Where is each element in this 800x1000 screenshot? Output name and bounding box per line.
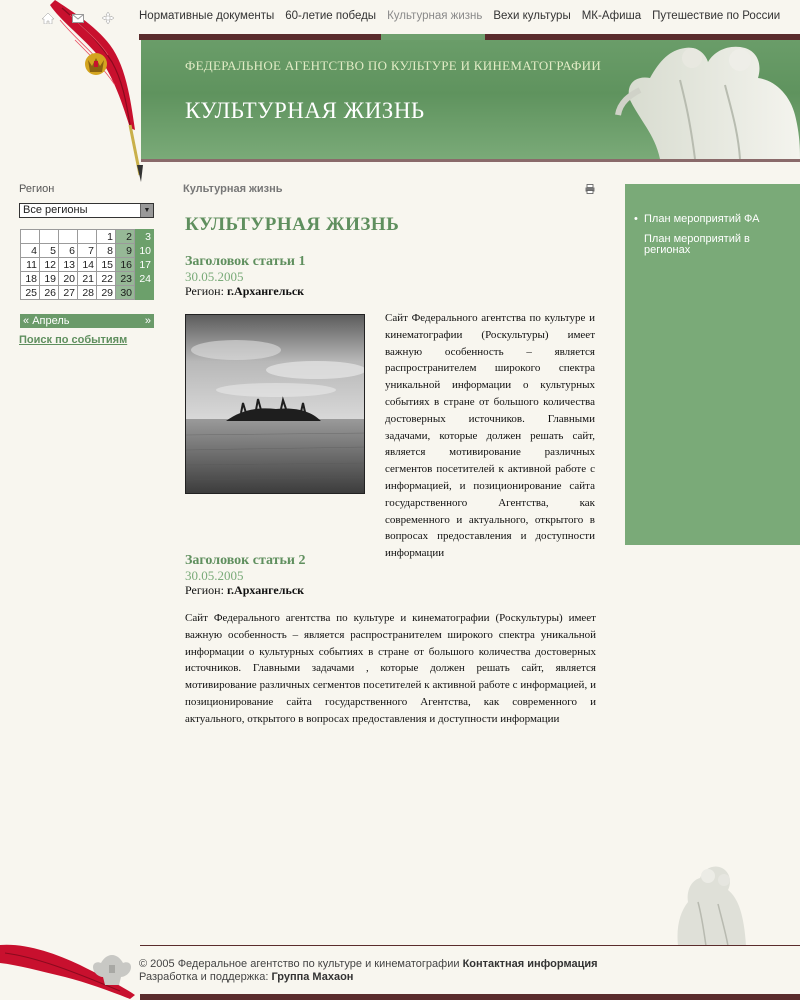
calendar-day[interactable]: 5 (40, 244, 59, 258)
calendar-day[interactable]: 3 (135, 230, 154, 244)
calendar-day[interactable]: 12 (40, 258, 59, 272)
breadcrumb[interactable]: Культурная жизнь (183, 183, 283, 195)
developer-link[interactable]: Группа Махаон (271, 971, 354, 983)
nav-item-cultural-life[interactable]: Культурная жизнь (387, 10, 483, 22)
calendar-week (21, 272, 154, 286)
developer-label: Разработка и поддержка: (139, 971, 269, 983)
calendar-day[interactable]: 25 (21, 286, 40, 300)
calendar-week (21, 244, 154, 258)
calendar-day[interactable]: 2 (116, 230, 135, 244)
calendar-day[interactable]: 1 (97, 230, 116, 244)
nav-item-travel[interactable]: Путешествие по России (652, 10, 781, 22)
article-region (185, 284, 595, 299)
quill-logo (0, 0, 145, 185)
nav-item-mk-afisha[interactable]: МК-Афиша (581, 10, 642, 22)
calendar-day[interactable]: 7 (78, 244, 97, 258)
copyright-text: © 2005 Федеральное агентство по культуре и кинематографии (139, 958, 460, 970)
event-search-link[interactable]: Поиск по событиям (19, 334, 128, 346)
region-value: г.Архангельск (226, 583, 305, 597)
calendar-empty-cell (135, 286, 154, 300)
calendar-day[interactable]: 4 (21, 244, 40, 258)
calendar-day[interactable]: 18 (21, 272, 40, 286)
island-image (186, 315, 365, 494)
article-1-header (185, 254, 595, 299)
region-label: Регион (19, 183, 55, 195)
calendar-day[interactable]: 29 (97, 286, 116, 300)
right-panel (625, 184, 800, 545)
region-select[interactable] (19, 203, 154, 218)
region-select-value: Все регионы (23, 204, 88, 216)
calendar-day[interactable]: 6 (59, 244, 78, 258)
calendar-day[interactable]: 15 (97, 258, 116, 272)
emblem-icon (91, 951, 133, 989)
article-date: 30.05.2005 (185, 269, 244, 284)
agency-name: ФЕДЕРАЛЬНОЕ АГЕНТСТВО ПО КУЛЬТУРЕ И КИНЕМАТОГРАФИИ (185, 58, 602, 73)
calendar-day[interactable]: 26 (40, 286, 59, 300)
calendar-day[interactable]: 10 (135, 244, 154, 258)
statue-image (600, 40, 800, 159)
mail-icon[interactable] (70, 10, 86, 26)
calendar-day[interactable]: 23 (116, 272, 135, 286)
article-1-text: Сайт Федерального агентства по культуре и кинематографии (Роскультуры) имеет важную особенность – является распространителем широкого спектра уникальной информации о культурных событиях в стране от большого количества достоверных источников. Главными задачами, которые должен решать сайт, является мотивирование различных сегментов посетителей к активной работе с информацией, и позиционирование сайта государственного Агентства, как современного и актуального, открытого в вопросах предоставления и доступности информации (385, 312, 595, 560)
article-2-header (185, 553, 595, 598)
calendar-empty-cell (21, 230, 40, 244)
article-region (185, 583, 595, 598)
calendar-day[interactable]: 27 (59, 286, 78, 300)
header-banner (141, 40, 800, 159)
region-label-text: Регион: (185, 583, 224, 597)
calendar-empty-cell (78, 230, 97, 244)
prev-month-arrow: « (23, 315, 30, 327)
calendar-week (21, 230, 154, 244)
link-plan-fa[interactable]: • План мероприятий ФА (634, 214, 784, 225)
calendar-day[interactable]: 17 (135, 258, 154, 272)
next-month-button[interactable]: » (144, 315, 151, 327)
calendar-day[interactable]: 8 (97, 244, 116, 258)
month-label: Апрель (32, 315, 70, 327)
footer-bottom-rule (140, 994, 800, 1000)
footer-rule (140, 945, 800, 946)
footer-copyright (139, 958, 598, 970)
calendar-week (21, 258, 154, 272)
banner-title: КУЛЬТУРНАЯ ЖИЗНЬ (185, 98, 425, 123)
calendar-week (21, 286, 154, 300)
calendar-day[interactable]: 19 (40, 272, 59, 286)
calendar-day[interactable]: 13 (59, 258, 78, 272)
home-icon[interactable] (40, 10, 56, 26)
nav-item-victory[interactable]: 60-летие победы (285, 10, 377, 22)
calendar-day[interactable]: 24 (135, 272, 154, 286)
article-title[interactable]: Заголовок статьи 2 (185, 553, 306, 568)
banner-rule (141, 159, 800, 162)
article-2-text: Сайт Федерального агентства по культуре и кинематографии (Роскультуры) имеет важную особенность – является распространителем широкого спектра уникальной информации о культурных событиях в стране от большого количества достоверных источников. Главными задачами , которые должен решать сайт, является мотивирование различных сегментов посетителей к активной работе с информацией, и позиционирование сайта государственного Агентства, как современного и актуального, открытого в вопросах предоставления и доступности информации (185, 612, 596, 725)
calendar-day[interactable]: 22 (97, 272, 116, 286)
nav-item-milestones[interactable]: Вехи культуры (493, 10, 571, 22)
top-navigation (139, 10, 791, 22)
article-title[interactable]: Заголовок статьи 1 (185, 254, 306, 269)
region-value: г.Архангельск (226, 284, 305, 298)
link-plan-regions[interactable]: План мероприятий в регионах (644, 233, 750, 256)
calendar-empty-cell (40, 230, 59, 244)
page-title: КУЛЬТУРНАЯ ЖИЗНЬ (185, 214, 400, 235)
article-photo (185, 314, 365, 494)
calendar-day[interactable]: 9 (116, 244, 135, 258)
month-switcher (20, 314, 154, 328)
calendar-day[interactable]: 20 (59, 272, 78, 286)
print-icon[interactable] (585, 184, 595, 194)
calendar-day[interactable]: 30 (116, 286, 135, 300)
contact-link[interactable]: Контактная информация (462, 958, 598, 970)
chevron-down-icon[interactable]: ▼ (140, 204, 153, 217)
prev-month-button[interactable] (23, 314, 70, 328)
top-icons (40, 10, 116, 26)
calendar-day[interactable]: 14 (78, 258, 97, 272)
article-date: 30.05.2005 (185, 568, 244, 583)
calendar-day[interactable]: 16 (116, 258, 135, 272)
calendar-empty-cell (59, 230, 78, 244)
calendar (20, 229, 154, 300)
footer-statue-image (668, 862, 748, 946)
nav-item-normative[interactable]: Нормативные документы (139, 10, 275, 22)
right-panel-links (634, 214, 784, 265)
region-label-text: Регион: (185, 284, 224, 298)
calendar-day[interactable]: 28 (78, 286, 97, 300)
footer-developer (139, 971, 353, 983)
sitemap-icon[interactable] (100, 10, 116, 26)
calendar-day[interactable]: 21 (78, 272, 97, 286)
calendar-day[interactable]: 11 (21, 258, 40, 272)
